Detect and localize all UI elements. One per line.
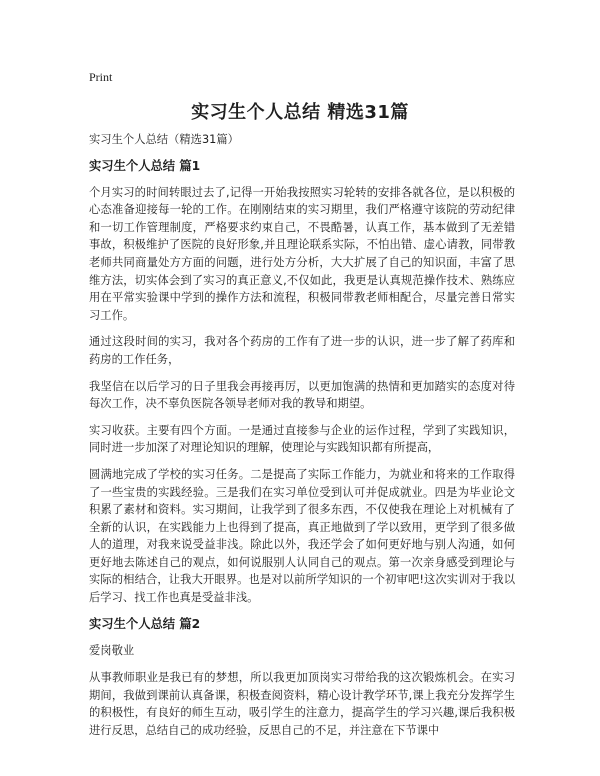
paragraph: 个月实习的时间转眼过去了,记得一开始我按照实习轮转的安排各就各位，是以积极的心态准备迎接每一轮的工作。在刚刚结束的实习期里，我们严格遵守该院的劳动纪律和一切工作管理制度，严格要求约束自己，不畏酷暑，认真工作，基本做到了无差错事故，积极维护了医院的良好形象,并且理论联系实际，不怕出错、虚心请教，同带教老师共同商量处方方面的问题，进行处方分析，大大扩展了自己的知识面，丰富了思维方法，切实体会到了实习的真正意义,不仅如此，我更是认真规范操作技术、熟练应用在平常实验课中学到的操作方法和流程，积极同带教老师相配合，尽量完善日常实习工作。 — [89, 185, 515, 322]
page-title: 实习生个人总结 精选31篇 — [191, 102, 409, 123]
section-heading: 实习生个人总结 篇1 — [89, 158, 201, 173]
paragraph: 爱岗敬业 — [89, 643, 135, 657]
paragraph: 圆满地完成了学校的实习任务。二是提高了实际工作能力，为就业和将来的工作取得了一些宝贵的实践经验。三是我们在实习单位受到认可并促成就业。四是为毕业论文积累了素材和资料。实习期间，让我学到了很多东西，不仅使我在理论上对机械有了全新的认识，在实践能力上也得到了提高，真正地做到了学以致用，更学到了很多做人的道理，对我来说受益非浅。除此以外，我还学会了如何更好地与别人沟通，如何更好地去陈述自己的观点，如何说服别人认同自己的观点。第一次亲身感受到理论与实际的相结合，让我大开眼界。也是对以前所学知识的一个初审吧!这次实训对于我以后学习、找工作也真是受益非浅。 — [89, 467, 515, 605]
paragraph: 从事教师职业是我已有的梦想，所以我更加顶岗实习带给我的这次锻炼机会。在实习期间，我做到课前认真备课，积极查阅资料，精心设计教学环节,课上我充分发挥学生的积极性，有良好的师生互动，吸引学生的注意力，提高学生的学习兴趣,课后我积极进行反思，总结自己的成功经验，反思自己的不足，并注意在下节课中 — [89, 671, 515, 738]
paragraph: 我坚信在以后学习的日子里我会再接再厉，以更加饱满的热情和更加踏实的态度对待每次工作，决不辜负医院各领导老师对我的教导和期望。 — [89, 379, 515, 411]
document-body — [89, 131, 515, 749]
document-subtitle: 实习生个人总结（精选31篇） — [89, 133, 239, 146]
paragraph: 通过这段时间的实习，我对各个药房的工作有了进一步的认识，进一步了解了药库和药房的工作任务， — [89, 335, 515, 366]
print-label: Print — [89, 70, 113, 84]
paragraph: 实习收获。主要有四个方面。一是通过直接参与企业的运作过程，学到了实践知识，同时进一步加深了对理论知识的理解，使理论与实践知识都有所提高， — [89, 423, 515, 455]
section-heading: 实习生个人总结 篇2 — [89, 616, 201, 631]
